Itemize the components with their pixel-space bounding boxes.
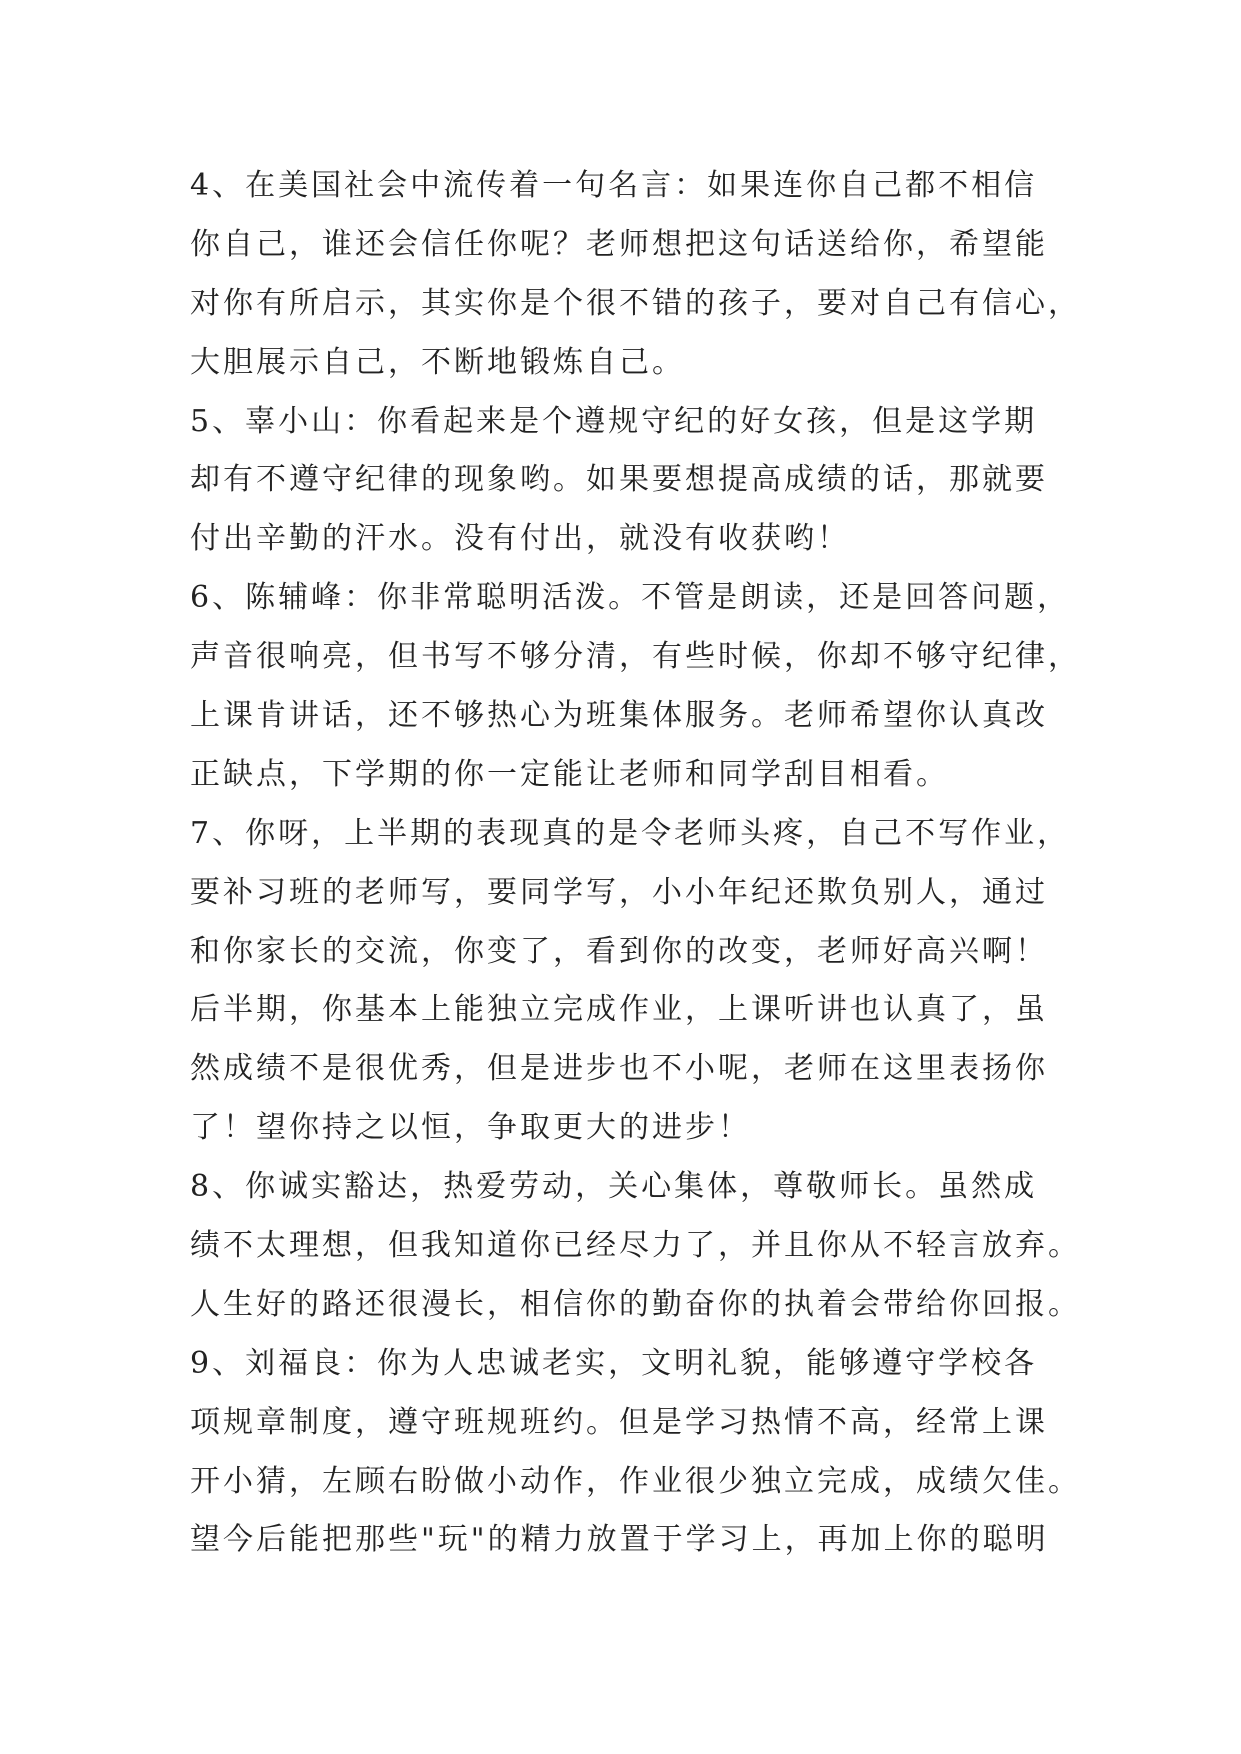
text-line: 正缺点，下学期的你一定能让老师和同学刮目相看。 xyxy=(190,756,949,792)
text-line: 项规章制度，遵守班规班约。但是学习热情不高，经常上课 xyxy=(190,1404,1048,1440)
text-line: 绩不太理想，但我知道你已经尽力了，并且你从不轻言放弃。 xyxy=(190,1228,1081,1264)
text-line: 4、在美国社会中流传着一句名言：如果连你自己都不相信 xyxy=(190,168,1038,203)
text-line: 了！望你持之以恒，争取更大的进步！ xyxy=(190,1110,751,1146)
text-line: 5、辜小山：你看起来是个遵规守纪的好女孩，但是这学期 xyxy=(190,403,1038,439)
text-line: 声音很响亮，但书写不够分清，有些时候，你却不够守纪律， xyxy=(190,639,1081,675)
text-line: 8、你诚实豁达，热爱劳动，关心集体，尊敬师长。虽然成 xyxy=(190,1169,1038,1205)
text-line: 9、刘福良：你为人忠诚老实，文明礼貌，能够遵守学校各 xyxy=(190,1345,1038,1381)
text-line: 上课肯讲话，还不够热心为班集体服务。老师希望你认真改 xyxy=(190,698,1048,734)
text-line: 付出辛勤的汗水。没有付出，就没有收获哟！ xyxy=(190,521,850,557)
text-line: 7、你呀，上半期的表现真的是令老师头疼，自己不写作业， xyxy=(190,815,1071,851)
text-line: 和你家长的交流，你变了，看到你的改变，老师好高兴啊！ xyxy=(190,933,1048,969)
text-line: 要补习班的老师写，要同学写，小小年纪还欺负别人，通过 xyxy=(190,874,1048,910)
text-line: 后半期，你基本上能独立完成作业，上课听讲也认真了，虽 xyxy=(190,992,1048,1028)
text-line: 然成绩不是很优秀，但是进步也不小呢，老师在这里表扬你 xyxy=(190,1051,1048,1087)
text-line: 开小猜，左顾右盼做小动作，作业很少独立完成，成绩欠佳。 xyxy=(190,1463,1081,1499)
document-body xyxy=(190,157,1081,1570)
text-line: 大胆展示自己，不断地锻炼自己。 xyxy=(190,344,685,380)
text-line: 对你有所启示，其实你是个很不错的孩子，要对自己有信心， xyxy=(190,285,1081,321)
text-line: 却有不遵守纪律的现象哟。如果要想提高成绩的话，那就要 xyxy=(190,462,1048,498)
text-line: 你自己，谁还会信任你呢？老师想把这句话送给你，希望能 xyxy=(190,226,1048,262)
text-line: 6、陈辅峰：你非常聪明活泼。不管是朗读，还是回答问题， xyxy=(190,580,1071,616)
text-line: 望今后能把那些"玩"的精力放置于学习上，再加上你的聪明 xyxy=(190,1522,1049,1558)
text-line: 人生好的路还很漫长，相信你的勤奋你的执着会带给你回报。 xyxy=(190,1286,1081,1322)
